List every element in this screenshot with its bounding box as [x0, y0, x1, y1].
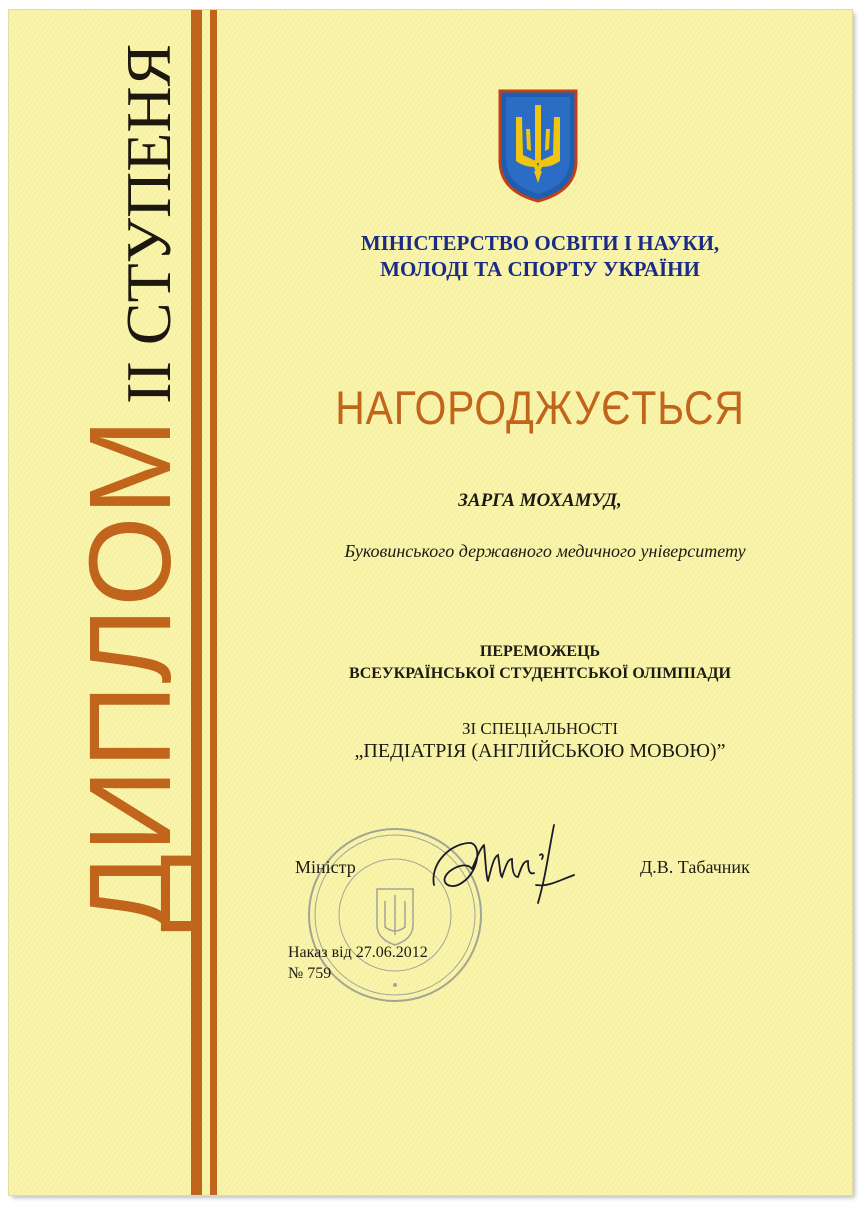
specialty-label: ЗІ СПЕЦІАЛЬНОСТІ [461, 719, 619, 738]
minister-signature [428, 815, 578, 910]
ministry-name-line-2: МОЛОДІ ТА СПОРТУ УКРАЇНИ [380, 257, 700, 281]
order-number: № 759 [288, 965, 332, 982]
right-decorative-stripe [210, 10, 217, 1195]
recipient-name: ЗАРГА МОХАМУД, [458, 490, 622, 511]
minister-name: Д.В. Табачник [640, 857, 750, 877]
diploma-title: ДИПЛОМ [65, 417, 195, 932]
order-date: Наказ від 27.06.2012 [288, 944, 428, 961]
diploma-degree: ІІ СТУПЕНЯ [113, 43, 184, 404]
ukraine-coat-of-arms-icon [496, 87, 580, 205]
ministry-name-line-1: МІНІСТЕРСТВО ОСВІТИ І НАУКИ, [360, 231, 720, 255]
recipient-institution: Буковинського державного медичного університету [344, 541, 746, 561]
achievement-line-1: ПЕРЕМОЖЕЦЬ [479, 643, 601, 660]
minister-title: Міністр [295, 857, 356, 877]
award-heading: НАГОРОДЖУЄТЬСЯ [335, 381, 745, 434]
vertical-title [65, 43, 195, 932]
achievement-line-2: ВСЕУКРАЇНСЬКОЇ СТУДЕНТСЬКОЇ ОЛІМПІАДИ [349, 665, 731, 682]
specialty-name: „ПЕДІАТРІЯ (АНГЛІЙСЬКОЮ МОВОЮ)” [354, 740, 726, 762]
